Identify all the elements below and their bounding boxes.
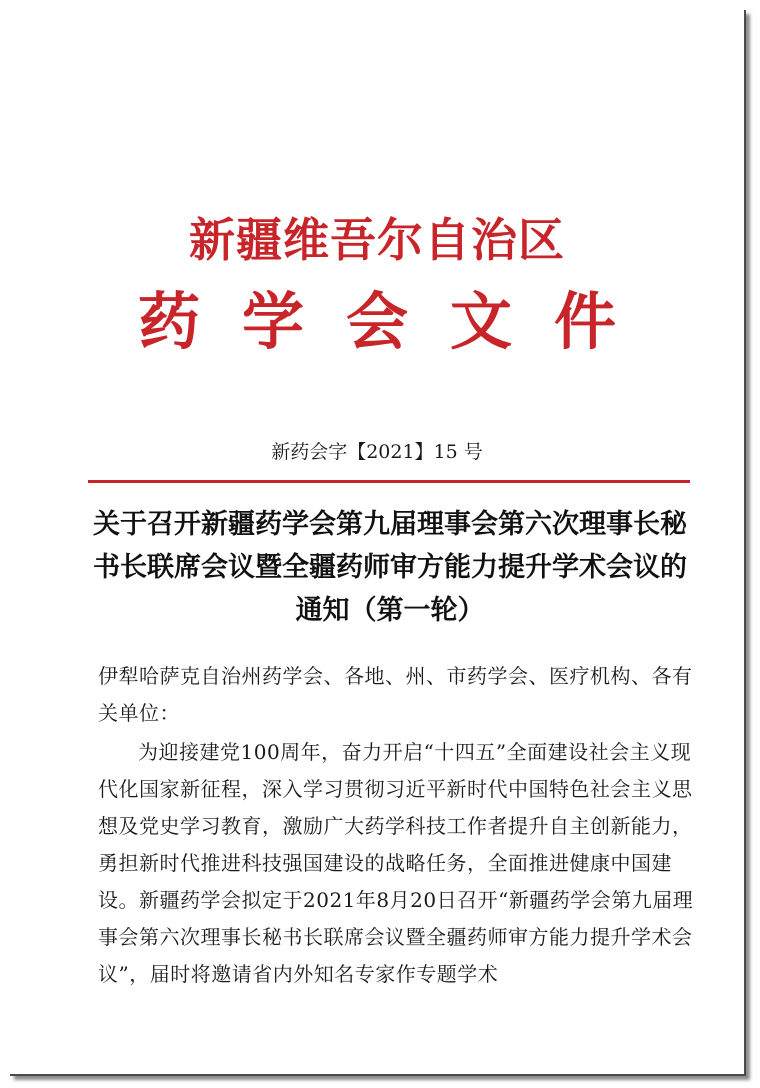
red-divider-line (88, 480, 690, 483)
letterhead-line-2: 药学会文件 (137, 285, 658, 358)
body-paragraph: 为迎接建党100周年，奋力开启“十四五”全面建设社会主义现代化国家新征程，深入学习贯彻习近平新时代中国特色社会主义思想及党史学习教育，激励广大药学科技工作者提升自主创新能力，勇担新时代推进科技强国建设的战略任务，全面推进健康中国建设。新疆药学会拟定于2021年8月20日召开“新疆药学会第九届理事会第六次理事长秘书长联席会议暨全疆药师审方能力提升学术会议”，届时将邀请省内外知名专家作专题学术 (98, 740, 694, 986)
salutation: 伊犁哈萨克自治州药学会、各地、州、市药学会、医疗机构、各有关单位： (98, 664, 693, 725)
letterhead-line-1: 新疆维吾尔自治区 (189, 213, 565, 267)
document-number: 新药会字【2021】15 号 (271, 441, 483, 463)
document-page (10, 10, 746, 1076)
document-title: 关于召开新疆药学会第九届理事会第六次理事长秘书长联席会议暨全疆药师审方能力提升学术会议的通知（第一轮） (93, 509, 687, 626)
